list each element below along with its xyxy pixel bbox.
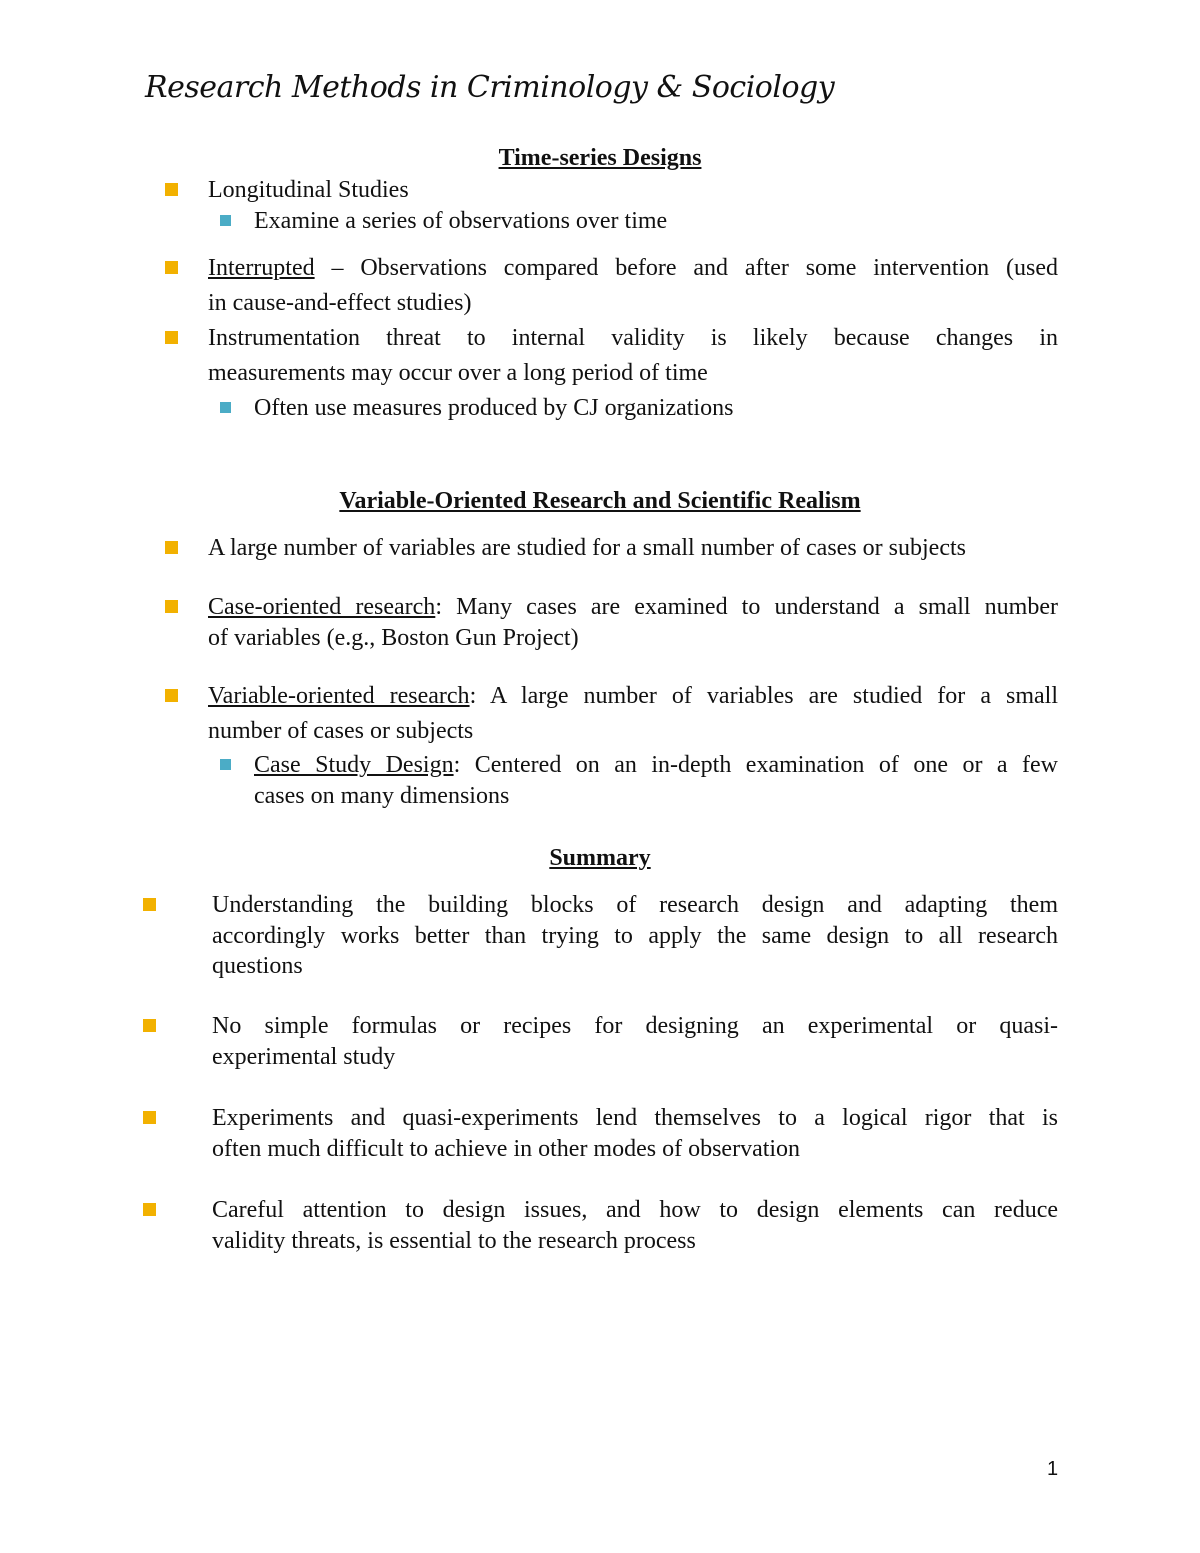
- term-interrupted: Interrupted: [208, 255, 315, 281]
- orange-square-bullet-icon: [165, 600, 178, 613]
- sub-bullet-text: Often use measures produced by CJ organizations: [254, 395, 734, 421]
- bullet-text-line: : Centered on an in-depth examination of one or a few: [453, 752, 1058, 778]
- blue-square-bullet-icon: [220, 402, 231, 413]
- bullet-text: [208, 251, 1058, 285]
- bullet-text: [208, 679, 1058, 713]
- bullet-text-line: experimental study: [212, 1044, 396, 1070]
- bullet-text-line: questions: [212, 953, 303, 979]
- section-heading-time-series: Time-series Designs: [498, 145, 702, 171]
- bullet-text-line: measurements may occur over a long period of time: [208, 360, 708, 386]
- bullet-text: Experiments and quasi-experiments lend themselves to a logical rigor that is: [212, 1105, 1058, 1131]
- bullet-text: Instrumentation threat to internal validity is likely because changes in: [208, 325, 1058, 351]
- bullet-text: Careful attention to design issues, and how to design elements can reduce: [212, 1197, 1058, 1223]
- term-case-study-design: Case Study Design: [254, 752, 454, 778]
- section-heading-variable-oriented: Variable-Oriented Research and Scientific Realism: [339, 488, 861, 514]
- blue-square-bullet-icon: [220, 759, 231, 770]
- bullet-text: [208, 590, 1058, 624]
- bullet-text: Longitudinal Studies: [208, 177, 409, 203]
- bullet-text-line: of variables (e.g., Boston Gun Project): [208, 625, 579, 651]
- orange-square-bullet-icon: [165, 541, 178, 554]
- bullet-text-line: accordingly works better than trying to apply the same design to all research: [212, 923, 1058, 949]
- term-case-oriented: Case-oriented research: [208, 594, 436, 620]
- bullet-text-line: : A large number of variables are studied for a small: [469, 683, 1059, 709]
- orange-square-bullet-icon: [165, 261, 178, 274]
- sub-bullet-text: Examine a series of observations over time: [254, 208, 668, 234]
- orange-square-bullet-icon: [165, 689, 178, 702]
- section-heading-summary: Summary: [549, 845, 651, 871]
- term-variable-oriented: Variable-oriented research: [208, 683, 470, 709]
- blue-square-bullet-icon: [220, 215, 231, 226]
- bullet-text: No simple formulas or recipes for designing an experimental or quasi-: [212, 1013, 1058, 1039]
- bullet-text-line: : Many cases are examined to understand a small number: [435, 594, 1058, 620]
- bullet-text: Understanding the building blocks of research design and adapting them: [212, 892, 1058, 918]
- bullet-text-line: validity threats, is essential to the research process: [212, 1228, 696, 1254]
- orange-square-bullet-icon: [143, 898, 156, 911]
- orange-square-bullet-icon: [165, 331, 178, 344]
- document-title: Research Methods in Criminology & Sociology: [145, 70, 835, 105]
- bullet-text-line: number of cases or subjects: [208, 718, 474, 744]
- sub-bullet-text: [254, 748, 1058, 782]
- orange-square-bullet-icon: [165, 183, 178, 196]
- page-number: 1: [1047, 1458, 1059, 1480]
- bullet-text-line: in cause-and-effect studies): [208, 290, 472, 316]
- orange-square-bullet-icon: [143, 1111, 156, 1124]
- bullet-text-line: often much difficult to achieve in other modes of observation: [212, 1136, 801, 1162]
- bullet-text-line: – Observations compared before and after some intervention (used: [314, 255, 1058, 281]
- orange-square-bullet-icon: [143, 1019, 156, 1032]
- bullet-text-line: cases on many dimensions: [254, 783, 510, 809]
- bullet-text: A large number of variables are studied for a small number of cases or subjects: [208, 535, 966, 561]
- orange-square-bullet-icon: [143, 1203, 156, 1216]
